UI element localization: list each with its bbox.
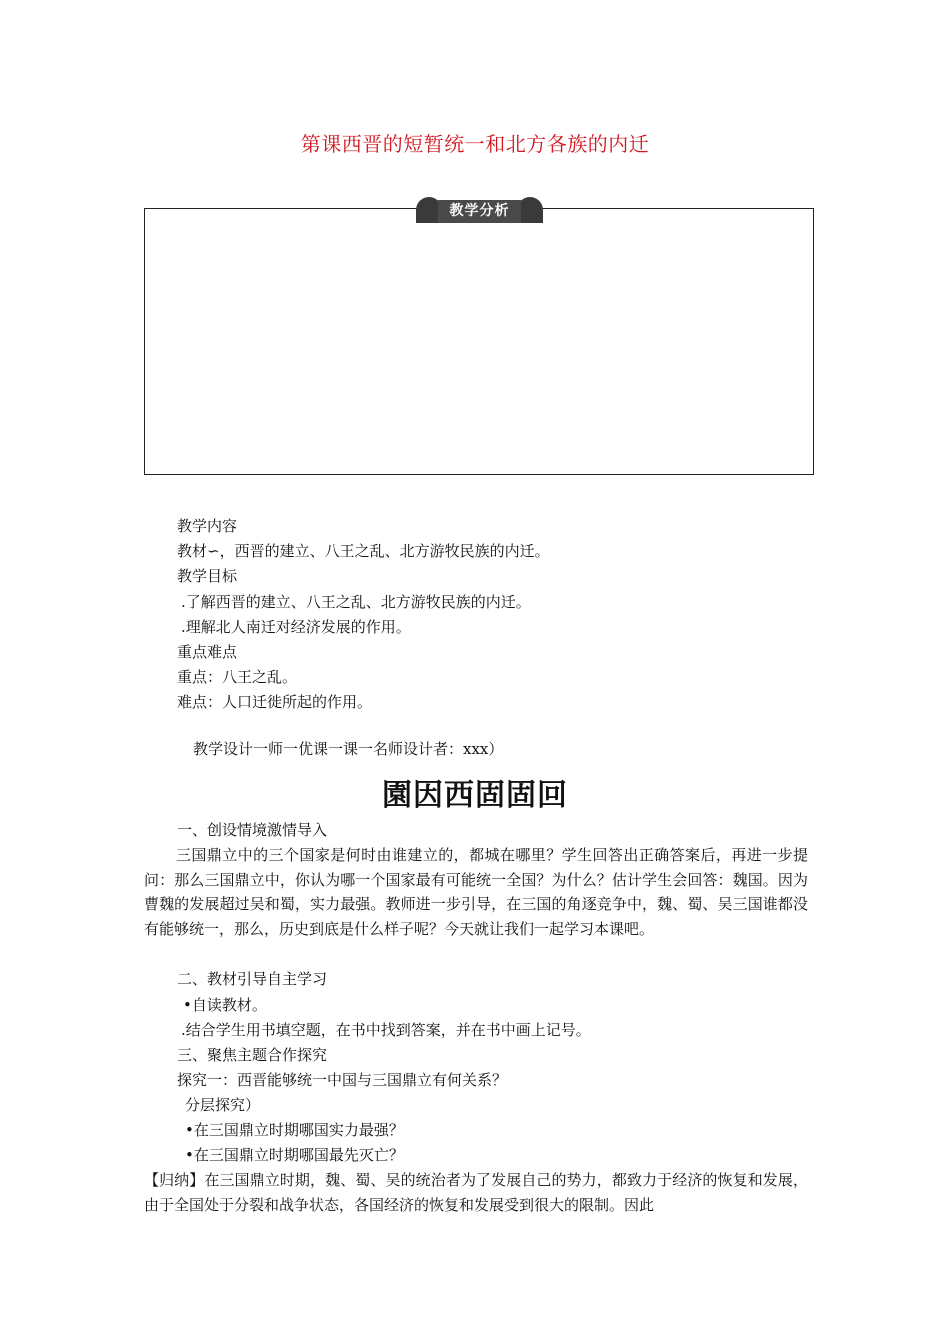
step-2-item-2: .结合学生用书填空题，在书中找到答案，并在书中画上记号。 bbox=[181, 1021, 591, 1039]
summary-label: 【归纳】 bbox=[144, 1171, 205, 1189]
content-text: 教材∽，西晋的建立、八王之乱、北方游牧民族的内迁。 bbox=[177, 542, 550, 560]
difficult-point: 难点：人口迁徙所起的作用。 bbox=[177, 693, 373, 711]
teaching-analysis-box bbox=[144, 208, 814, 475]
teaching-analysis-badge bbox=[416, 197, 543, 223]
summary-paragraph bbox=[144, 1168, 808, 1217]
content-heading: 教学内容 bbox=[177, 517, 238, 535]
page-title: 第课西晋的短暂统一和北方各族的内迁 bbox=[300, 132, 650, 156]
summary-text: 在三国鼎立时期，魏、蜀、吴的统治者为了发展自己的势力，都致力于经济的恢复和发展，由于全国处于分裂和战争状态，各国经济的恢复和发展受到很大的限制。因此 bbox=[144, 1171, 808, 1214]
goal-item-2: .理解北人南迁对经济发展的作用。 bbox=[181, 618, 411, 636]
design-credit: 教学设计一师一优课一课一名师设计者：xxx） bbox=[193, 740, 504, 758]
key-heading: 重点难点 bbox=[177, 643, 238, 661]
question-2: •在三国鼎立时期哪国最先灭亡？ bbox=[185, 1146, 404, 1164]
step-2-heading: 二、教材引导自主学习 bbox=[177, 970, 328, 988]
key-point: 重点：八王之乱。 bbox=[177, 668, 298, 686]
goal-item-1: .了解西晋的建立、八王之乱、北方游牧民族的内迁。 bbox=[181, 593, 531, 611]
badge-label: 教学分析 bbox=[449, 203, 510, 219]
explore-1: 探究一：西晋能够统一中国与三国鼎立有何关系？ bbox=[177, 1071, 508, 1089]
step-3-heading: 三、聚焦主题合作探究 bbox=[177, 1046, 328, 1064]
step-2-item-1: •自读教材。 bbox=[183, 996, 267, 1014]
step-1-paragraph: 三国鼎立中的三个国家是何时由谁建立的，都城在哪里？学生回答出正确答案后，再进一步提问：那么三国鼎立中，你认为哪一个国家最有可能统一全国？为什么？估计学生会回答：魏国。因为曹魏的发展超过吴和蜀，实力最强。教师进一步引导，在三国的角逐竞争中，魏、蜀、吴三国谁都没有能够统一，那么，历史到底是什么样子呢？今天就让我们一起学习本课吧。 bbox=[144, 846, 808, 938]
section-title: 園因西固固回 bbox=[382, 778, 568, 813]
question-1: •在三国鼎立时期哪国实力最强？ bbox=[185, 1121, 404, 1139]
step-1-heading: 一、创设情境激情导入 bbox=[177, 821, 328, 839]
goals-heading: 教学目标 bbox=[177, 567, 238, 585]
layered-explore: 分层探究） bbox=[185, 1096, 261, 1114]
